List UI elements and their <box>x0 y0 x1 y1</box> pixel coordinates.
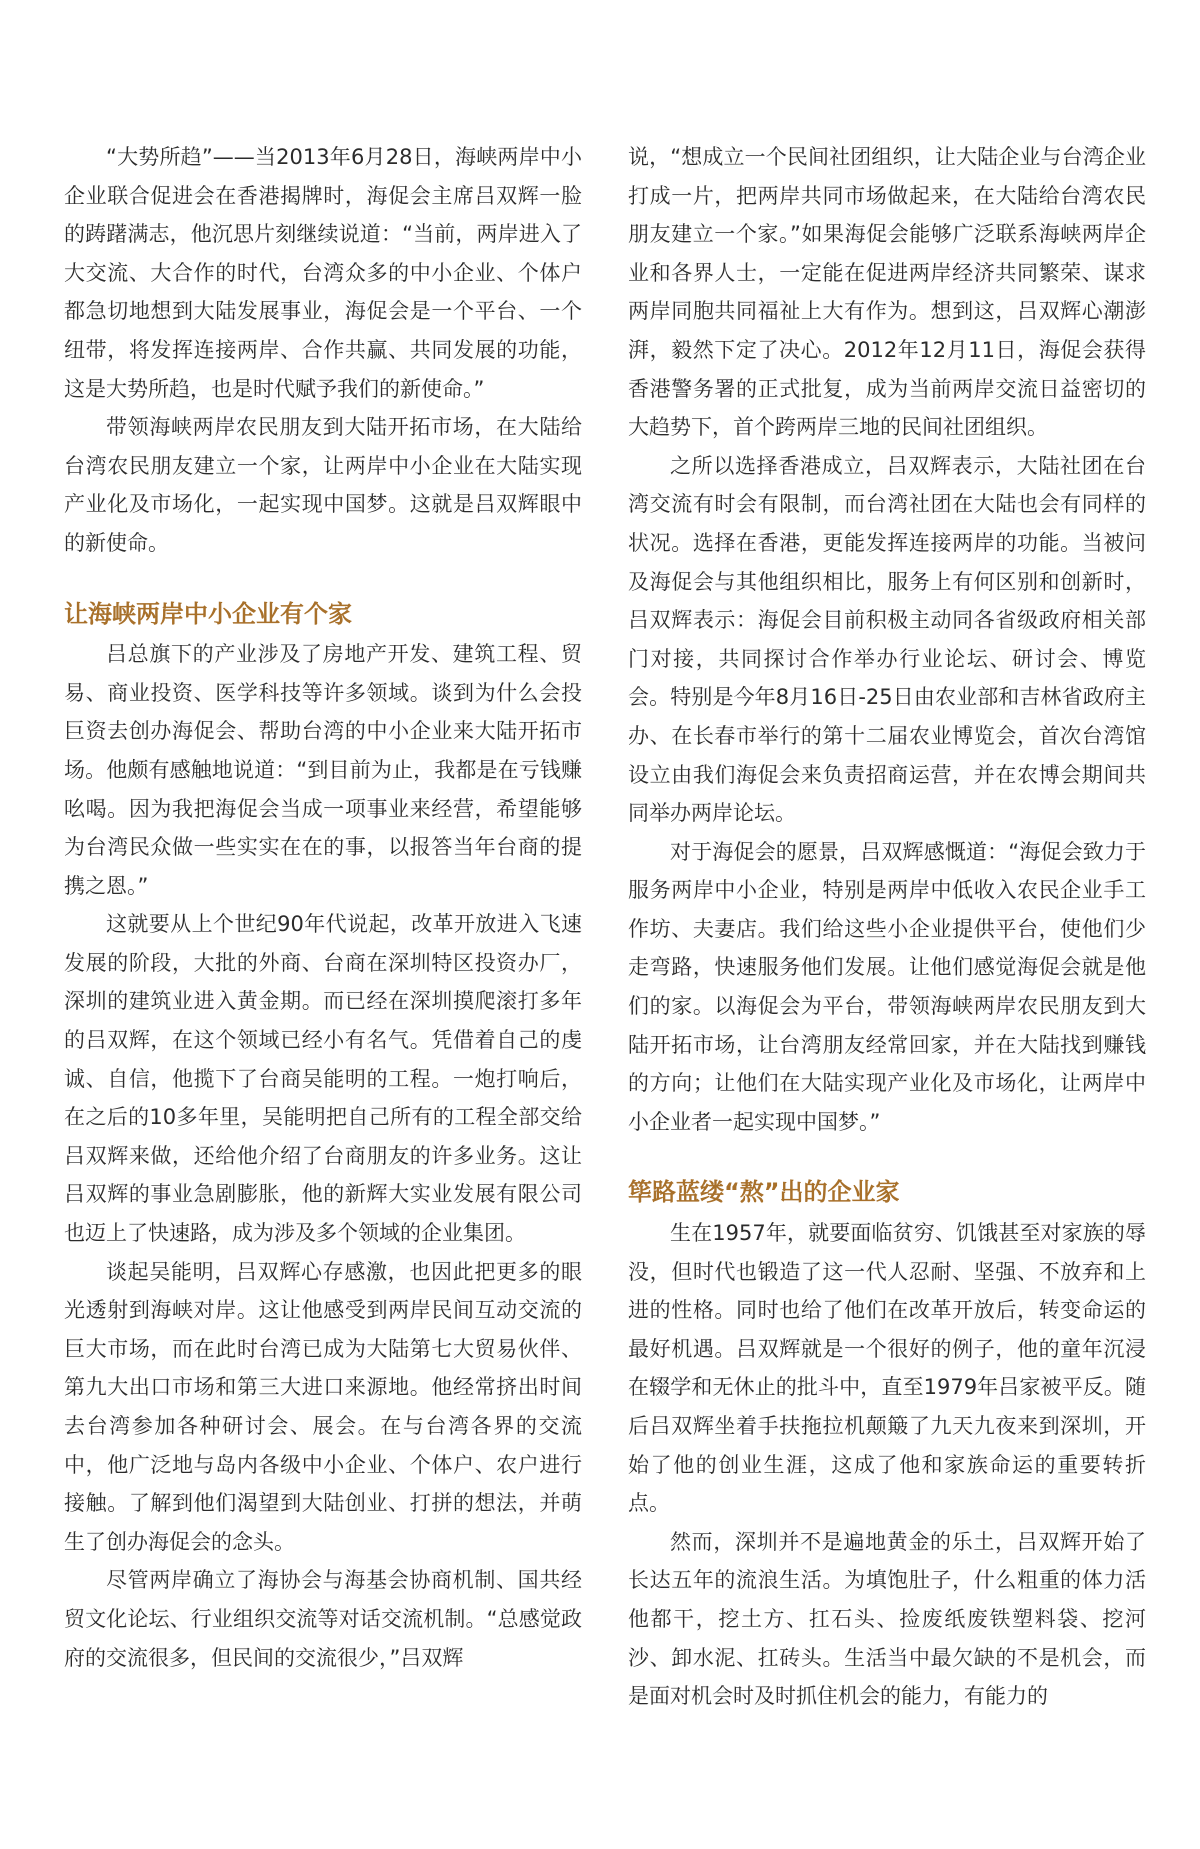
body-paragraph: 尽管两岸确立了海协会与海基会协商机制、国共经贸文化论坛、行业组织交流等对话交流机制。“总感觉政府的交流很多，但民间的交流很少，”吕双辉 <box>64 1568 582 1670</box>
body-paragraph: 这就要从上个世纪90年代说起，改革开放进入飞速发展的阶段，大批的外商、台商在深圳特区投资办厂，深圳的建筑业进入黄金期。而已经在深圳摸爬滚打多年的吕双辉，在这个领域已经小有名气。凭借着自己的虔诚、自信，他揽下了台商吴能明的工程。一炮打响后，在之后的10多年里，吴能明把自己所有的工程全部交给吕双辉来做，还给他介绍了台商朋友的许多业务。这让吕双辉的事业急剧膨胀，他的新辉大实业发展有限公司也迈上了快速路，成为涉及多个领域的企业集团。 <box>64 912 582 1246</box>
body-paragraph-continued: 说，“想成立一个民间社团组织，让大陆企业与台湾企业打成一片，把两岸共同市场做起来，在大陆给台湾农民朋友建立一个家。”如果海促会能够广泛联系海峡两岸企业和各界人士，一定能在促进两岸经济共同繁荣、谋求两岸同胞共同福祉上大有作为。想到这，吕双辉心潮澎湃，毅然下定了决心。2012年12月11日，海促会获得香港警务署的正式批复，成为当前两岸交流日益密切的大趋势下，首个跨两岸三地的民间社团组织。 <box>628 145 1146 440</box>
body-paragraph: 生在1957年，就要面临贫穷、饥饿甚至对家族的辱没，但时代也锻造了这一代人忍耐、坚强、不放弃和上进的性格。同时也给了他们在改革开放后，转变命运的最好机遇。吕双辉就是一个很好的例子，他的童年沉浸在辍学和无休止的批斗中，直至1979年吕家被平反。随后吕双辉坐着手扶拖拉机颠簸了九天九夜来到深圳，开始了他的创业生涯，这成了他和家族命运的重要转折点。 <box>628 1221 1146 1516</box>
body-paragraph: 谈起吴能明，吕双辉心存感激，也因此把更多的眼光透射到海峡对岸。这让他感受到两岸民间互动交流的巨大市场，而在此时台湾已成为大陆第七大贸易伙伴、第九大出口市场和第三大进口来源地。他经常挤出时间去台湾参加各种研讨会、展会。在与台湾各界的交流中，他广泛地与岛内各级中小企业、个体户、农户进行接触。了解到他们渴望到大陆创业、打拼的想法，并萌生了创办海促会的念头。 <box>64 1259 582 1554</box>
body-paragraph: 之所以选择香港成立，吕双辉表示，大陆社团在台湾交流有时会有限制，而台湾社团在大陆也会有同样的状况。选择在香港，更能发挥连接两岸的功能。当被问及海促会与其他组织相比，服务上有何区别和创新时，吕双辉表示：海促会目前积极主动同各省级政府相关部门对接，共同探讨合作举办行业论坛、研讨会、博览会。特别是今年8月16日-25日由农业部和吉林省政府主办、在长春市举行的第十二届农业博览会，首次台湾馆设立由我们海促会来负责招商运营，并在农博会期间共同举办两岸论坛。 <box>628 453 1146 826</box>
body-paragraph: “大势所趋”——当2013年6月28日，海峡两岸中小企业联合促进会在香港揭牌时，海促会主席吕双辉一脸的踌躇满志，他沉思片刻继续说道：“当前，两岸进入了大交流、大合作的时代，台湾众多的中小企业、个体户都急切地想到大陆发展事业，海促会是一个平台、一个纽带，将发挥连接两岸、合作共赢、共同发展的功能，这是大势所趋，也是时代赋予我们的新使命。” <box>64 145 582 401</box>
body-paragraph: 对于海促会的愿景，吕双辉感慨道：“海促会致力于服务两岸中小企业，特别是两岸中低收入农民企业手工作坊、夫妻店。我们给这些小企业提供平台，使他们少走弯路，快速服务他们发展。让他们感觉海促会就是他们的家。以海促会为平台，带领海峡两岸农民朋友到大陆开拓市场，让台湾朋友经常回家，并在大陆找到赚钱的方向；让他们在大陆实现产业化及市场化，让两岸中小企业者一起实现中国梦。” <box>628 839 1146 1134</box>
section-heading: 让海峡两岸中小企业有个家 <box>64 599 352 628</box>
spacer <box>64 563 582 595</box>
section-heading: 筚路蓝缕“熬”出的企业家 <box>628 1178 900 1207</box>
body-paragraph: 吕总旗下的产业涉及了房地产开发、建筑工程、贸易、商业投资、医学科技等许多领域。谈到为什么会投巨资去创办海促会、帮助台湾的中小企业来大陆开拓市场。他颇有感触地说道：“到目前为止，我都是在亏钱赚吆喝。因为我把海促会当成一项事业来经营，希望能够为台湾民众做一些实实在在的事，以报答当年台商的提携之恩。” <box>64 642 582 898</box>
left-column <box>64 138 582 1677</box>
spacer <box>628 1141 1146 1173</box>
body-paragraph: 然而，深圳并不是遍地黄金的乐土，吕双辉开始了长达五年的流浪生活。为填饱肚子，什么粗重的体力活他都干，挖土方、扛石头、捡废纸废铁塑料袋、挖河沙、卸水泥、扛砖头。生活当中最欠缺的不是机会，而是面对机会时及时抓住机会的能力，有能力的 <box>628 1529 1146 1709</box>
body-paragraph: 带领海峡两岸农民朋友到大陆开拓市场，在大陆给台湾农民朋友建立一个家，让两岸中小企业在大陆实现产业化及市场化，一起实现中国梦。这就是吕双辉眼中的新使命。 <box>64 415 582 555</box>
right-column <box>628 138 1146 1716</box>
